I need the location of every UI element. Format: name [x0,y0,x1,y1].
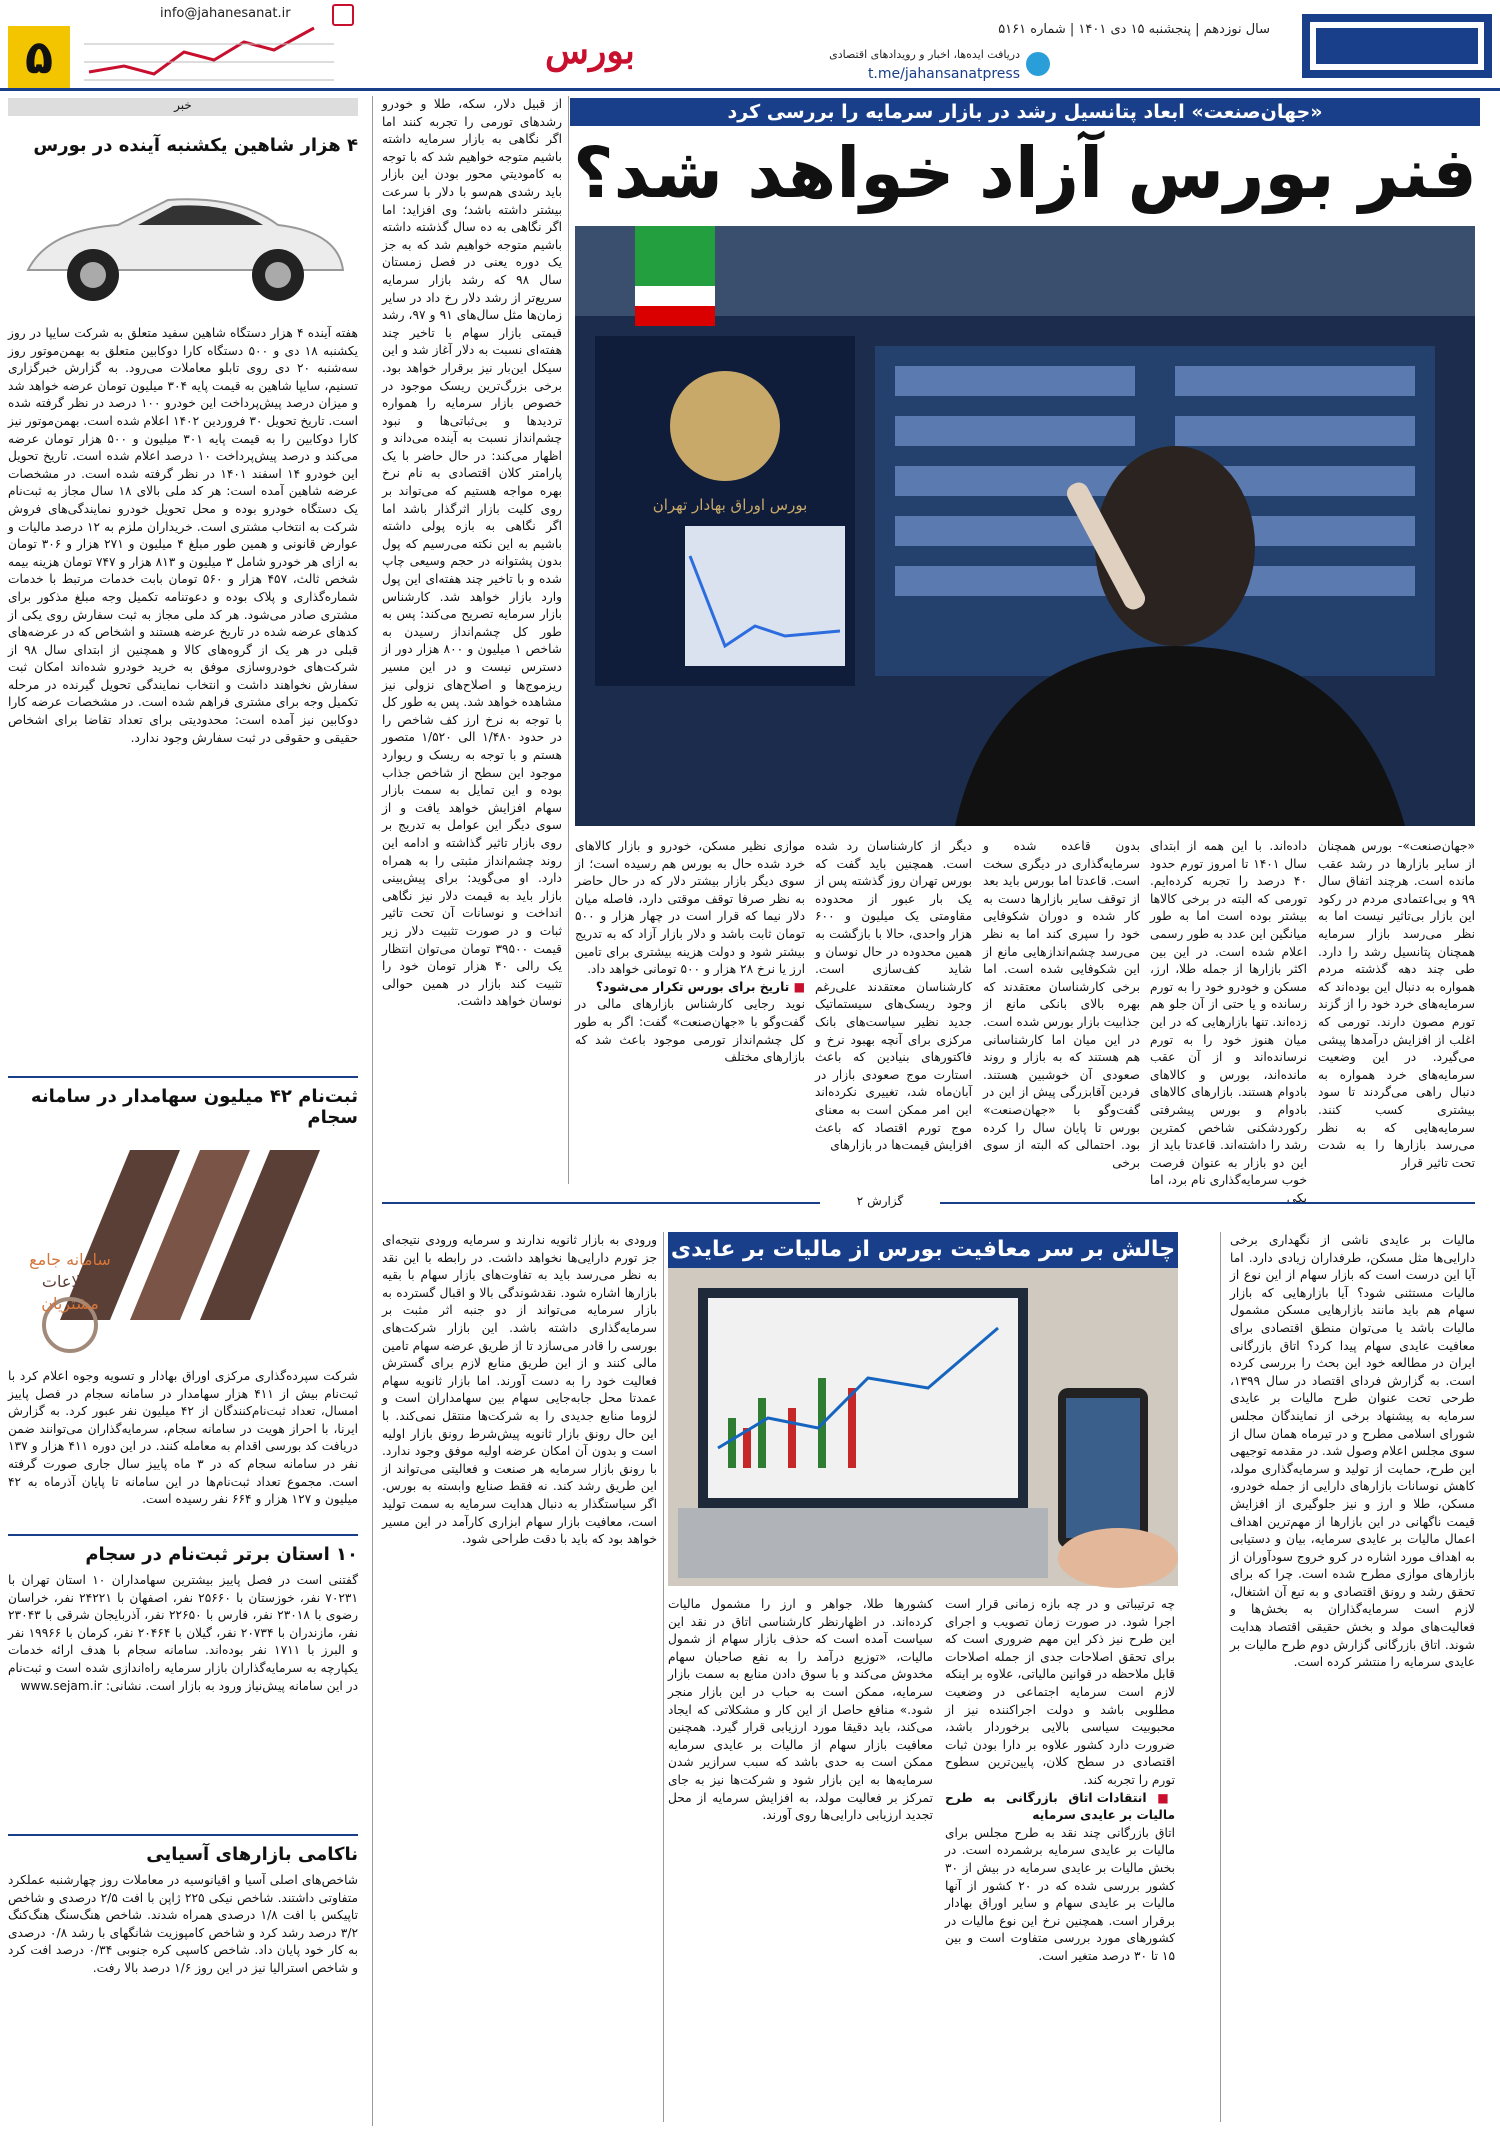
lead-column-5-text: موازی نظیر مسکن، خودرو و بازار کالاهای خرد شده حال به بورس هم رسیده است؛ از سوی دیگر بازار بیشتر دلار که در حال حاضر به نظر صرفا توقف موقتی دارد، فاصله میان دلار نیما که قرار است در چهار هزار و ۵۰۰ تومان ثابت باشد و دلار بازار آزاد که به تدریج بیشتر شود و دولت هزینه بیشتری برای تامین ارز یا نرخ ۲۸ هزار و ۵۰۰ تومانی خواهد داد. [575,839,805,977]
lead-column-2: داده‌اند. با این همه از ابتدای سال ۱۴۰۱ تا امروز تورم حدود ۴۰ درصد را تجربه کرده‌ایم. تورمی که البته در برخی کالاها بیشتر بوده است اما به طور میانگین این عدد به طور رسمی اعلام شده است. در این بین اکثر بازارها از جمله طلا، ارز، مسکن و خودرو خود را به تورم رسانده و یا حتی از آن جلو هم زده‌اند. تنها بازارهایی که در این میان هنوز خود را به تورم نرسانده‌اند و از آن عقب مانده‌اند، بورس و کالاهای بادوام هستند. بازارهای کالاهای بادوام و بورس پیشرفتی رکوردشکنی شاخص کمترین رشد را داشته‌اند. قاعدتا باید از این دو بازار به عنوان فرصت خوب سرمایه‌گذاری نام برد، اما یکی [1150,839,1308,1205]
trend-chart-icon [84,22,334,82]
news-tag: خبر [8,98,358,116]
column-divider [1220,1232,1221,2122]
column-divider [568,96,569,1184]
lead-column-5 [575,838,805,1183]
email-address[interactable]: info@jahanesanat.ir [160,6,291,21]
email-icon [332,4,354,26]
lead-column-1: «جهان‌صنعت»- بورس همچنان از سایر بازارها در رشد عقب مانده است. هرچند اتفاق سال ۹۹ و بی‌اعتمادی مردم در رکود این بازار بی‌تاثیر نیست اما به نظر می‌رسد بازار سرمایه همچنان پتانسیل رشد را دارد. طی چند دهه گذشته مردم همواره به دنبال این بوده‌اند که سرمایه‌های خرد خود را از گزند تورم مصون دارند. تورمی که اغلب از افزایش درآمدها پیشی می‌گیرد. در این وضعیت سرمایه‌های خرد همواره به دنبال راهی می‌گردند تا سود بیشتری کسب کنند. سرمایه‌هایی که به نظر می‌رسد بازارها را به شدت تحت تاثیر قرار [1318,839,1475,1170]
telegram-promo[interactable] [820,46,1050,86]
lead-column-3: بدون قاعده شده و سرمایه‌گذاری در دیگری سخت است. قاعدتا اما بورس باید بعد از توقف سایر بازارها دست به کار شده و دوران شکوفایی خود را سپری کند اما به نظر می‌رسد چشم‌اندازهایی مانع از این شکوفایی شده است. اما برخی کارشناسان معتقدند که بهره بالای بانکی مانع از جذابیت بازار بورس شده است. در این میان اما کارشناسانی هم هستند که به بازار و روند صعودی آن خوشبین هستند. فردین آقابزرگی پیش از این در گفت‌وگو با «جهان‌صنعت» بورس تا پایان سال را کرده بود. احتمالی که البته از سوی برخی [983,839,1140,1170]
section-divider [8,1076,358,1078]
telegram-icon [1026,52,1050,76]
report-column-4-text: ورودی به بازار ثانویه ندارند و سرمایه ورودی نتیجه‌ای جز تورم دارایی‌ها نخواهد داشت. در رابطه با این نقد به نظر می‌رسد باید به تفاوت‌های بازار سهام با بقیه بازارها اشاره شود. نقدشوندگی بالا و اقبال گسترده به بازار سرمایه می‌تواند از دو جنبه اثر مثبت بر سرمایه‌گذاری داشته باشد. این بازار شرکت‌های بورسی را قادر می‌سازد تا از طریق عرضه سهام تامین مالی کنند و از این طریق منابع لازم برای گسترش فعالیت خود را به دست آورند. اما بازار ثانویه سهام عمدتا محل جابه‌جایی سهام بین سهامداران است و لزوما منابع جدیدی را به شرکت‌ها منتقل نمی‌کند. با این حال رونق بازار ثانویه پیش‌شرط رونق بازار اولیه است و بدون آن امکان عرضه اولیه موفق وجود ندارد. [382,1233,657,1459]
news1-headline: ۴ هزار شاهین یکشنبه آینده در بورس [33,135,358,156]
report-column-2-text: چه ترتیباتی و در چه بازه زمانی قرار است اجرا شود. در صورت زمان تصویب و اجرای این طرح نیز ذکر این مهم ضروری است که برای تحقق اصلاحات جدی از جمله اصلاحات قابل ملاحظه در قوانین مالیاتی، علاوه بر اینکه لازم است سرمایه اجتماعی در وضعیت مطلوبی باشد و دولت اجراکننده نیز از محبوبیت سیاسی بالایی برخوردار باشد، ضرورت دارد کشور علاوه بر دارا بودن ثبات اقتصادی در سطح کلان، پایین‌ترین سطوح تورم را تجربه کند. [945,1597,1175,1787]
car-photo [8,170,358,320]
section-title: بورس [545,30,635,72]
news3-body: گفتنی است در فصل پاییز بیشترین سهامداران ۱۰ استان تهران با ۷۰۲۳۱ نفر، خوزستان با ۲۵۶۶۰ نفر، اصفهان با ۲۴۲۲۱ نفر، خراسان رضوی با ۲۳۰۱۸ نفر، فارس با ۲۲۶۵۰ نفر، آذربایجان شرقی با ۲۳۰۴۳ نفر، مازندران با ۲۰۷۳۴ نفر، گیلان با ۲۰۴۶۴ نفر، کرمان با ۱۹۹۶۶ نفر و البرز با ۱۷۱۱ نفر بوده‌اند. سامانه سجام با هدف ارائه خدمات یکپارچه به سرمایه‌گذاران بازار سرمایه راه‌اندازی شده است و ثبت‌نام در این سامانه پیش‌نیاز ورود به بازار است. نشانی: www.sejam.ir [8,1573,359,1693]
report-column-2 [945,1596,1175,2122]
lead-column-5-tail: نوید رجایی کارشناس بازارهای مالی در گفت‌وگو با «جهان‌صنعت» گفت: اگر به طور کل چشم‌انداز تورمی موجود باعث شد که بازارهای مختلف [575,997,805,1065]
section-divider [8,1834,358,1836]
sejam-caption-3: مشتریان [41,1294,99,1313]
section-divider [8,1534,358,1536]
report-photo [668,1268,1178,1586]
report-label: گزارش ۲ [820,1194,940,1214]
report-column-3: کشورها طلا، جواهر و ارز را مشمول مالیات کرده‌اند. در اظهارنظر کارشناسی اتاق در نقد این سیاست آمده است که حذف بازار سهام از شمول مالیات، «توزیع درآمد را به نفع صاحبان سهام مخدوش می‌کند و با سوق دادن منابع به سمت بازار سرمایه، ممکن است به حباب در این بازار منجر شود.» منافع حاصل از این کار و مشکلاتی که ایجاد می‌کند، باید دقیقا مورد ارزیابی قرار گیرد. همچنین معافیت بازار سهام از مالیات بر عایدی سرمایه ممکن است به حدی باشد که سبب سرازیر شدن سرمایه‌ها به این بازار شود و شرکت‌ها نیز به جای تمرکز بر فعالیت مولد، به افزایش سرمایه از محل تجدید ارزیابی دارایی‌ها روی آورند. [668,1597,933,1823]
page-number: ۵ [8,26,70,88]
sejam-caption-2: اطلاعات [41,1272,99,1291]
issue-info: سال نوزدهم | پنجشنبه ۱۵ دی ۱۴۰۱ | شماره ۵۱۶۱ [998,22,1270,37]
report-column-2-tail: اتاق بازرگانی چند نقد به طرح مجلس برای مالیات بر عایدی سرمایه برشمرده است. در بخش مالیات بر عایدی سرمایه در بیش از ۳۰ کشور بررسی شده که در ۲۰ کشور از آنها مالیات بر عایدی سهام و سایر اوراق بهادار برقرار است. همچنین نرخ این نوع مالیات در کشورهای مورد بررسی متفاوت است و بین ۱۵ تا ۳۰ درصد متغیر است. [945,1825,1176,1963]
report-column-4-tail: با رونق بازار سرمایه هر صنعت و فعالیتی می‌تواند از این طریق رشد کند. نه فقط صنایع وابسته به بورس. اگر سیاستگذار به دنبال هدایت سرمایه به سمت تولید است، معافیت بازار سهام ابزاری کارآمد در این مسیر خواهد بود که باید با دقت طراحی شود. [382,1461,657,1547]
column-divider [663,1232,664,2122]
news4-body: شاخص‌های اصلی آسیا و اقیانوسیه در معاملات روز چهارشنبه عملکرد متفاوتی داشتند. شاخص نیکی ۲۲۵ ژاپن با افت ۲/۵ درصدی و شاخص تاپیکس با افت ۱/۸ درصدی همراه شدند. شاخص هنگ‌سنگ هنگ‌کنگ ۳/۲ درصد رشد کرد و شاخص کامپوزیت شانگهای با رشد ۰/۸ درصدی به کار خود پایان داد. شاخص کاسپی کره جنوبی ۰/۳۴ درصد افت کرد و شاخص استرالیا نیز در این روز ۱/۶ درصد بالا رفت. [8,1873,359,1975]
lead-column-6: از قبیل دلار، سکه، طلا و خودرو رشدهای تورمی را تجربه کنند اما اگر نگاهی به بازار سرمایه داشته باشیم متوجه خواهیم شد که با توجه به کاموديتي محور بودن این بازار باید رشدی هم‌سو با دلار با سرعت بیشتر داشته باشد؛ وی افزاید: اما اگر نگاهی به ده سال گذشته داشته باشیم متوجه خواهیم شد که به جز یک دوره یعنی در فصل زمستان سال ۹۸ که رشد بازار سرمایه سریع‌تر از رشد دلار رخ داد در سایر زمان‌ها مثل سال‌های ۹۱ و ۹۷، رشد قیمتی بازار سهام با تاخیر چند هفته‌ای نسبت به دلار آغاز شد و این سیکل این‌بار نیز برقرار خواهد بود. برخی بزرگ‌ترین ریسک موجود در خصوص بازار سرمایه را همواره تردیدها و بی‌ثباتی‌ها و نبود چشم‌انداز نسبت به آینده می‌داند و اظهار می‌کند: در حال حاضر با یک پارامتر کلان اقتصادی به نام نرخ بهره مواجه هستیم که می‌تواند بر روی کلیت بازار اثرگذار باشد اما اگر نگاهی به بازه پولی داشته باشیم به این نکته می‌رسیم که پول بدون پشتوانه در حجم وسیعی چاپ شده و با تاخیر چند هفته‌ای این پول وارد بازار خواهد شد. کارشناس بازار سرمایه تصریح می‌کند: پس به طور کل چشم‌انداز رسیدن به شاخص ۱ میلیون و ۸۰۰ هزار دور از دسترس نیست و در این مسیر ریزموج‌ها و اصلاح‌های نزولی نیز مشاهده خواهد شد. پس به طور کل با توجه به نرخ ارز کف شاخص را در حدود ۱/۴۸۰ الی ۱/۵۲۰ متصور هستم و با توجه به ریسک و ریوارد موجود این سطح از شاخص جذاب بوده و این تمایل به سمت بازار سهام افزایش خواهد یافت و از سوی دیگر این عوامل به تدریج بر روی بازار تاثیر گذاشته و ادامه این روند چشم‌انداز مثبتی را به همراه دارد. او می‌گوید: برای پیش‌بینی بازار باید به قیمت دلار نیز نگاهی انداخت و نوسانات آن تحت تاثیر ثبات و در صورت تثبیت دلار زیر قیمت ۳۹۵۰۰ تومان می‌توان انتظار یک رالی ۴۰ هزار تومان خود را تثبیت کند بازار در همین حوالی نوسان خواهد داشت. [382,97,563,1009]
column-divider [372,96,373,2126]
lead-kicker: «جهان‌صنعت» ابعاد پتانسیل رشد در بازار سرمایه را بررسی کرد [570,98,1480,126]
sejam-caption-1: سامانه جامع [29,1250,111,1269]
lead-headline: فنر بورس آزاد خواهد شد؟ [573,132,1477,214]
news3-headline: ۱۰ استان برتر ثبت‌نام در سجام [85,1544,358,1565]
news2-headline: ثبت‌نام ۴۲ میلیون سهامدار در سامانه سجام [30,1086,358,1128]
news1-body: هفته آینده ۴ هزار دستگاه شاهین سفید متعلق به شرکت سایپا در روز یکشنبه ۱۸ دی و ۵۰۰ دستگاه کارا دوکابین متعلق به بهمن‌موتور روز سه‌شنبه ۲۰ دی روی تابلو معاملات می‌رود. به گزارش خبرگزاری تسنیم، سایپا شاهین به قیمت پایه ۳۰۴ میلیون تومان عرضه خواهد شد و میزان درصد پیش‌پرداخت این خودرو ۱۰۰ درصد در نظر گرفته شده است. تاریخ تحویل ۳۰ فروردین ۱۴۰۲ اعلام شده است. بهمن‌موتور نیز کارا دوکابین را به قیمت پایه ۳۰۱ میلیون و ۵۰۰ هزار تومان عرضه می‌کند و درصد پیش‌پرداخت ۱۰ درصد اعلام شده است. تاریخ تحویل این خودرو ۱۴ اسفند ۱۴۰۱ در نظر گرفته شده است. در مشخصات عرضه شاهین آمده است: هر کد ملی بالای ۱۸ سال مجاز به ثبت‌نام یک دستگاه خودرو بوده و محل تحویل خودرو نمایندگی‌های فروش شرکت به انتخاب مشتری است. خریداران ملزم به ۱۲ درصد مالیات و عوارض قانونی و همین طور مبلغ ۴ میلیون و ۲۷۱ هزار و ۳۰۶ تومان به ازای هر خودرو شامل ۳ میلیون و ۸۱۳ هزار و ۷۴۷ تومان هزینه بیمه شخص ثالث، ۴۵۷ هزار و ۵۶۰ تومان بابت خدمات مرتبط با خدمات شماره‌گذاری و پلاک بوده و دعوتنامه تکمیل وجه مبلغ مذکور برای مشتری صادر می‌شود. هر کد ملی مجاز به ثبت سفارش روی یکی از کدهای عرضه شده در تاریخ عرضه هستند و اشخاص که در عرضه‌های قبلی در هر یک از گروه‌های کالا و همچنین از ابتدای سال ۹۸ از شرکت‌های خودروسازی موفق به خرید خودرو شده‌اند امکان ثبت سفارش نخواهند داشت و انتخاب نمایندگی تحویل گیرنده در مرحله تکمیل وجه برای مشتری فراهم شده است. در مشخصات عرضه کارا دوکابین نیز آمده است: محدودیتی برای تعداد تقاضا برای اشخاص حقیقی و حقوقی در ثبت سفارش وجود ندارد. [8,326,359,745]
lead-photo [575,226,1475,826]
lead-column-4: دیگر از کارشناسان رد شده است. همچنین باید گفت که بورس تهران روز گذشته پس از یک بار عبور از محدوده مقاومتی یک میلیون و ۶۰۰ هزار واحدی، حالا با بازگشت به همین محدوده در حال نوسان و شاید کف‌سازی است. کارشناسان معتقدند علی‌رغم وجود ریسک‌های سیستماتیک جدید نظیر سیاست‌های بانک مرکزی برای آنچه بهبود نرخ و فاکتورهای بنیادین که باعث استارت موج صعودی بازار در آبان‌ماه شد، تغییری نکرده‌اند این امر ممکن است به معنای موج تورم اقتصاد که باعث افزایش قیمت‌ها در بازارهای [815,839,972,1153]
report-headline: چالش بر سر معافیت بورس از مالیات بر عایدی [668,1232,1178,1268]
masthead [0,0,1500,91]
sejam-logo [10,1120,355,1360]
report-subheading: ■ انتقادات اتاق بازرگانی به طرح مالیات بر عایدی سرمایه [945,1790,1175,1825]
news4-headline: ناکامی بازارهای آسیایی [146,1844,358,1865]
telegram-caption: دریافت ایده‌ها، اخبار و رویدادهای اقتصادی [829,48,1020,61]
report-column-4 [382,1232,657,2122]
newspaper-logo [1302,14,1492,78]
news2-body: شرکت سپرده‌گذاری مرکزی اوراق بهادار و تسویه وجوه اعلام کرد با ثبت‌نام بیش از ۴۱۱ هزار سهامدار در سامانه سجام در فصل پاییز امسال، تعداد ثبت‌نام‌کنندگان از ۴۲ میلیون نفر عبور کرد. به گزارش ایرنا، با احراز هویت در سامانه سجام، سرمایه‌گذاران می‌توانند ضمن دریافت کد بورسی اقدام به معامله کنند. در این دوره ۴۱۱ هزار و ۱۳۷ نفر در سامانه سجام که در ۳ ماه پاییز سال جاری صورت گرفته است. مجموع تعداد ثبت‌نام‌ها در این سامانه تا پایان آذرماه به ۴۲ میلیون و ۱۲۷ هزار و ۶۶۴ نفر رسیده است. [8,1369,359,1507]
telegram-link[interactable]: t.me/jahansanatpress [867,66,1020,82]
report-column-1: مالیات بر عایدی ناشی از نگهداری برخی دارایی‌ها مثل مسکن، طرفداران زیادی دارد. اما آیا این درست است که بازار سهام از این نوع از مالیات مستثنی شود؟ آیا بازارهایی که بازار سهام هم باید مانند بازارهایی مسکن مشمول مالیات باشد یا می‌توان منطق اقتصادی برای معافیت عایدی سهام پیدا کرد؟ اتاق بازرگانی ایران در مطالعه خود این بحث را بررسی کرده است. به گزارش فردای اقتصاد در سال ۱۳۹۹، طرحی تحت عنوان طرح مالیات بر عایدی سرمایه به پیشنهاد برخی از نمایندگان مجلس شورای اسلامی مطرح و در تیرماه همان سال از سوی مجلس اعلام وصول شد. در مقدمه توجیهی این طرح، حمایت از تولید و سرمایه‌گذاری مولد، کاهش نوسانات بازارهای دارایی از جمله خودرو، مسکن، طلا و ارز و نیز جلوگیری از افزایش قیمت ناگهانی در این بازارها از مهم‌ترین اهداف اعمال مالیات بر عایدی سرمایه، بیان و دستیابی به اهداف مورد اشاره در کرو خروج سودآوران از بازارهای موازی مطرح شده است. چرا که برای تحقق رشد و رونق اقتصادی و به تبع آن اشتغال، لازم است سرمایه‌گذاران به بخش‌ها و فعالیت‌های مولد و بخش حقیقی اقتصاد هدایت شوند. اتاق بازرگانی گزارش دوم طرح مالیات بر عایدی سرمایه را منتشر کرده است. [1230,1233,1475,1670]
photo-sign-text: بورس اوراق بهادار تهران [652,496,808,514]
lead-subheading: ■ تاریخ برای بورس تکرار می‌شود؟ [575,979,805,997]
